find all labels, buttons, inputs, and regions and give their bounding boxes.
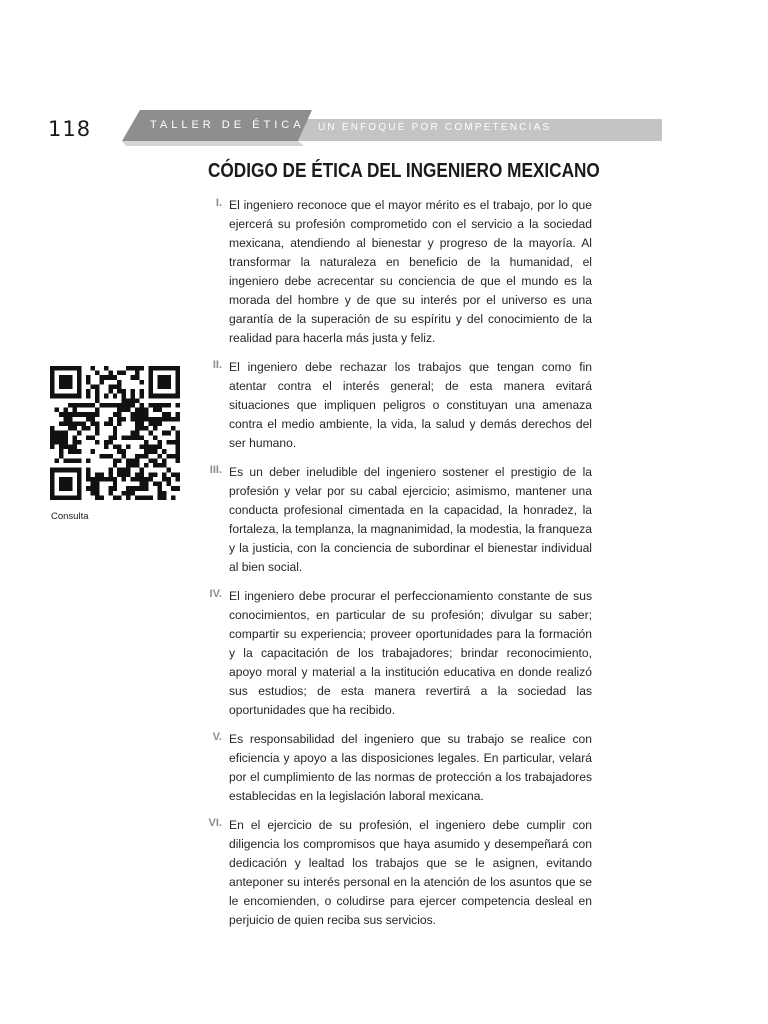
page-number: 118: [48, 117, 92, 141]
header-book-title: TALLER DE ÉTICA: [150, 119, 305, 131]
article-text: Es un deber ineludible del ingeniero sostener el prestigio de la profesión y velar por su cabal ejercicio; asimismo, mantener una conducta profesional cimentada en la capacidad, la honradez, la fortaleza, la templanza, la magnanimidad, la modestia, la franqueza y la justicia, con la conciencia de subordinar el bienestar individual al bien social.: [229, 465, 592, 574]
article-numeral: IV.: [209, 588, 222, 600]
article-text: El ingeniero debe rechazar los trabajos que tengan como fin atentar contra el interés general; de esta manera evitará situaciones que impliquen peligros o constituyan una amenaza contra el medio ambiente, la vida, la salud y demás derechos del ser humano.: [229, 360, 592, 450]
article-numeral: I.: [215, 197, 222, 209]
code-article: [200, 196, 592, 348]
article-text: Es responsabilidad del ingeniero que su trabajo se realice con eficiencia y apoyo a las disposiciones legales. En particular, velará por el cumplimiento de las normas de protección a los trabajadores establecidas en la legislación laboral mexicana.: [229, 732, 592, 803]
header-subtitle: UN ENFOQUE POR COMPETENCIAS: [318, 122, 552, 133]
code-article: [200, 730, 592, 806]
running-header: [122, 110, 662, 146]
qr-code[interactable]: [50, 366, 180, 500]
article-numeral: VI.: [208, 817, 222, 829]
code-article: [200, 587, 592, 720]
article-text: El ingeniero debe procurar el perfeccionamiento constante de sus conocimientos, en particular de su profesión; divulgar su saber; compartir su experiencia; proveer oportunidades para la formación y la capacitación de los trabajadores; brindar reconocimiento, apoyo moral y material a la institución educativa en donde realizó sus estudios; de esta manera revertirá a la sociedad las oportunidades que ha recibido.: [229, 589, 592, 717]
qr-code-image: [50, 366, 180, 500]
code-article: [200, 816, 592, 930]
code-article: [200, 463, 592, 577]
article-text: El ingeniero reconoce que el mayor mérito es el trabajo, por lo que ejercerá su profesión comprometido con el servicio a la sociedad mexicana, atendiendo al bienestar y progreso de la mayoría. Al transformar la naturaleza en beneficio de la humanidad, el ingeniero debe acrecentar su conciencia de que el mundo es la morada del hombre y de que su interés por el universo es una garantía de la superación de su espíritu y del conocimiento de la realidad para hacerla más justa y feliz.: [229, 198, 592, 345]
qr-caption: Consulta: [51, 511, 89, 522]
article-numeral: V.: [212, 731, 222, 743]
page-title: CÓDIGO DE ÉTICA DEL INGENIERO MEXICANO: [208, 160, 600, 182]
article-text: En el ejercicio de su profesión, el ingeniero debe cumplir con diligencia los compromisos que haya asumido y desempeñará con dedicación y lealtad los trabajos que se le asignen, evitando anteponer su interés personal en la atención de los asuntos que se le encomienden, o coludirse para ejercer competencia desleal en perjuicio de quien reciba sus servicios.: [229, 818, 592, 927]
code-articles-list: [200, 196, 592, 940]
article-numeral: III.: [209, 464, 222, 476]
code-article: [200, 358, 592, 453]
article-numeral: II.: [212, 359, 222, 371]
